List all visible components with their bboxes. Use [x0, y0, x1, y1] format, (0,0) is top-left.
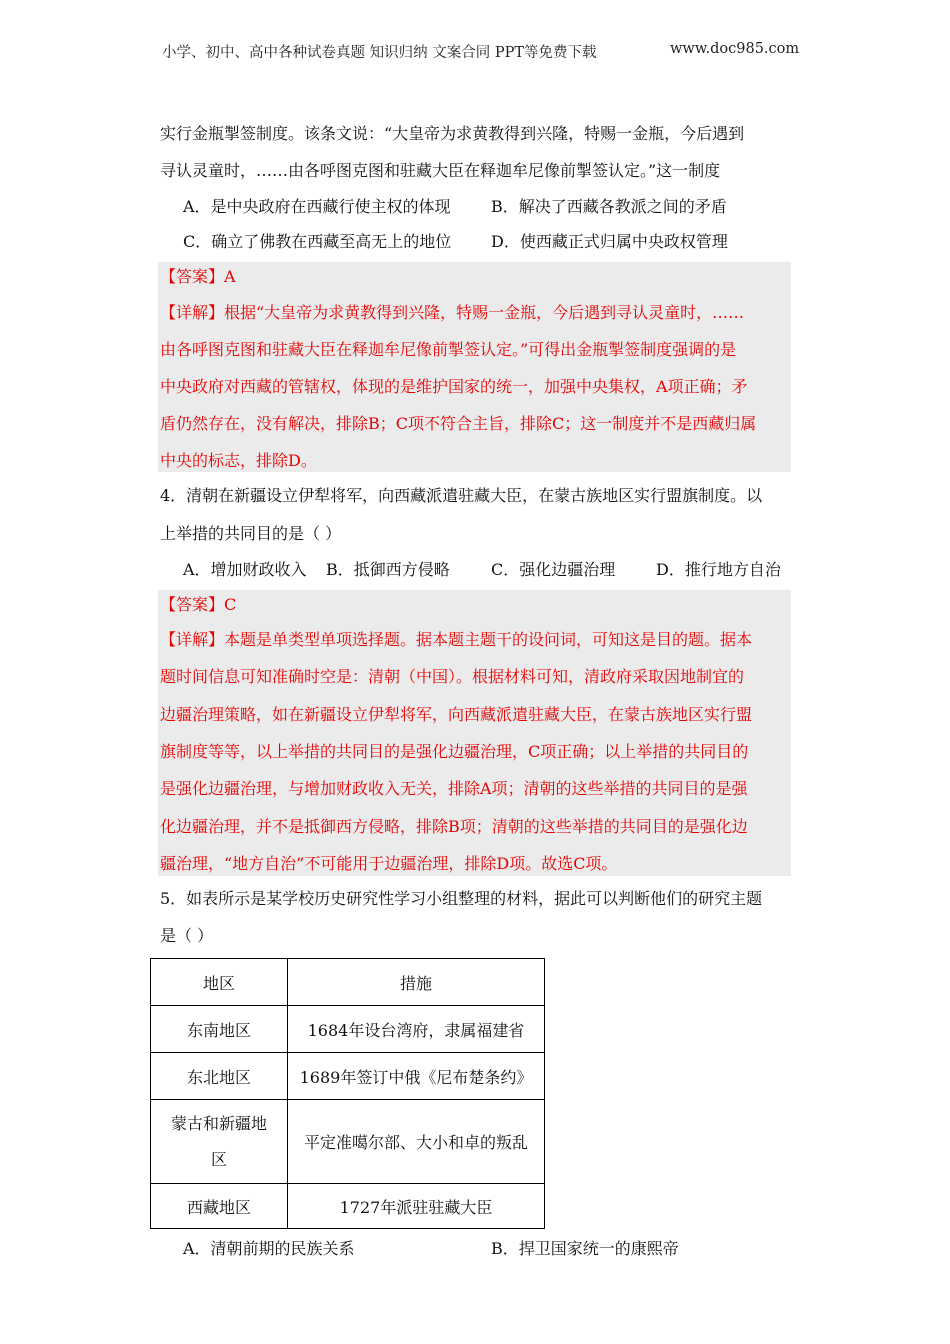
- q3-detail-1: 【详解】根据“大皇帝为求黄教得到兴隆，特赐一金瓶，今后遇到寻认灵童时，……: [160, 303, 745, 322]
- q3-option-a: A．是中央政府在西藏行使主权的体现: [183, 197, 451, 216]
- table-cell-measure: 1684年设台湾府，隶属福建省: [288, 1006, 545, 1053]
- q3-answer-box: [158, 262, 791, 472]
- q5-line-2: 是（ ）: [160, 926, 214, 945]
- q4-option-d: D．推行地方自治: [656, 560, 781, 579]
- q4-line-2: 上举措的共同目的是（ ）: [160, 524, 342, 543]
- table-cell-region: 东南地区: [151, 1006, 288, 1053]
- q3-detail-2: 由各呼图克图和驻藏大臣在释迦牟尼像前掣签认定。”可得出金瓶掣签制度强调的是: [160, 340, 737, 359]
- q3-option-d: D．使西藏正式归属中央政权管理: [491, 232, 728, 251]
- q4-detail-7: 疆治理，“地方自治”不可能用于边疆治理，排除D项。故选C项。: [160, 854, 618, 873]
- table-header-cell: 地区: [151, 959, 288, 1006]
- table-header-row: [151, 959, 545, 1006]
- q3-line-2: 寻认灵童时，……由各呼图克图和驻藏大臣在释迦牟尼像前掣签认定。”这一制度: [160, 161, 721, 180]
- table-cell-region: 西藏地区: [151, 1184, 288, 1229]
- q3-detail-5: 中央的标志，排除D。: [160, 451, 317, 470]
- q5-material-table: [150, 958, 545, 1229]
- table-row: [151, 1100, 545, 1184]
- table-cell-region: 东北地区: [151, 1053, 288, 1100]
- q5-option-a: A．清朝前期的民族关系: [183, 1239, 355, 1258]
- q4-detail-2: 题时间信息可知准确时空是：清朝（中国）。根据材料可知，清政府采取因地制宜的: [160, 667, 745, 686]
- q5-option-b: B．捍卫国家统一的康熙帝: [491, 1239, 679, 1258]
- table-cell-measure: 1689年签订中俄《尼布楚条约》: [288, 1053, 545, 1100]
- q4-option-c: C．强化边疆治理: [491, 560, 616, 579]
- q4-option-a: A．增加财政收入: [183, 560, 307, 579]
- q4-line-1: 4．清朝在新疆设立伊犁将军，向西藏派遣驻藏大臣，在蒙古族地区实行盟旗制度。以: [160, 486, 763, 505]
- table-row: [151, 1053, 545, 1100]
- table-cell-region: 蒙古和新疆地区: [151, 1100, 288, 1184]
- table-header-cell: 措施: [288, 959, 545, 1006]
- q3-detail-3: 中央政府对西藏的管辖权，体现的是维护国家的统一，加强中央集权，A项正确；矛: [160, 377, 748, 396]
- header-left-text: 小学、初中、高中各种试卷真题 知识归纳 文案合同 PPT等免费下载: [162, 45, 597, 61]
- q4-detail-6: 化边疆治理，并不是抵御西方侵略，排除B项；清朝的这些举措的共同目的是强化边: [160, 817, 748, 836]
- q3-option-b: B．解决了西藏各教派之间的矛盾: [491, 197, 727, 216]
- q4-detail-3: 边疆治理策略，如在新疆设立伊犁将军，向西藏派遣驻藏大臣，在蒙古族地区实行盟: [160, 705, 753, 724]
- q4-answer: 【答案】C: [160, 595, 237, 614]
- q4-detail-4: 旗制度等等，以上举措的共同目的是强化边疆治理，C项正确；以上举措的共同目的: [160, 742, 749, 761]
- table-row: [151, 1006, 545, 1053]
- table-row: [151, 1184, 545, 1229]
- table-cell-measure: 平定准噶尔部、大小和卓的叛乱: [288, 1100, 545, 1184]
- q5-line-1: 5．如表所示是某学校历史研究性学习小组整理的材料，据此可以判断他们的研究主题: [160, 889, 763, 908]
- q4-detail-5: 是强化边疆治理，与增加财政收入无关，排除A项；清朝的这些举措的共同目的是强: [160, 779, 748, 798]
- table-cell-measure: 1727年派驻驻藏大臣: [288, 1184, 545, 1229]
- q3-option-c: C．确立了佛教在西藏至高无上的地位: [183, 232, 452, 251]
- q3-detail-4: 盾仍然存在，没有解决，排除B；C项不符合主旨，排除C；这一制度并不是西藏归属: [160, 414, 757, 433]
- q4-option-b: B．抵御西方侵略: [326, 560, 450, 579]
- header-url[interactable]: www.doc985.com: [670, 41, 800, 57]
- q3-answer: 【答案】A: [160, 267, 236, 286]
- q3-line-1: 实行金瓶掣签制度。该条文说：“大皇帝为求黄教得到兴隆，特赐一金瓶，今后遇到: [160, 124, 745, 143]
- q4-detail-1: 【详解】本题是单类型单项选择题。据本题主题干的设问词，可知这是目的题。据本: [160, 630, 753, 649]
